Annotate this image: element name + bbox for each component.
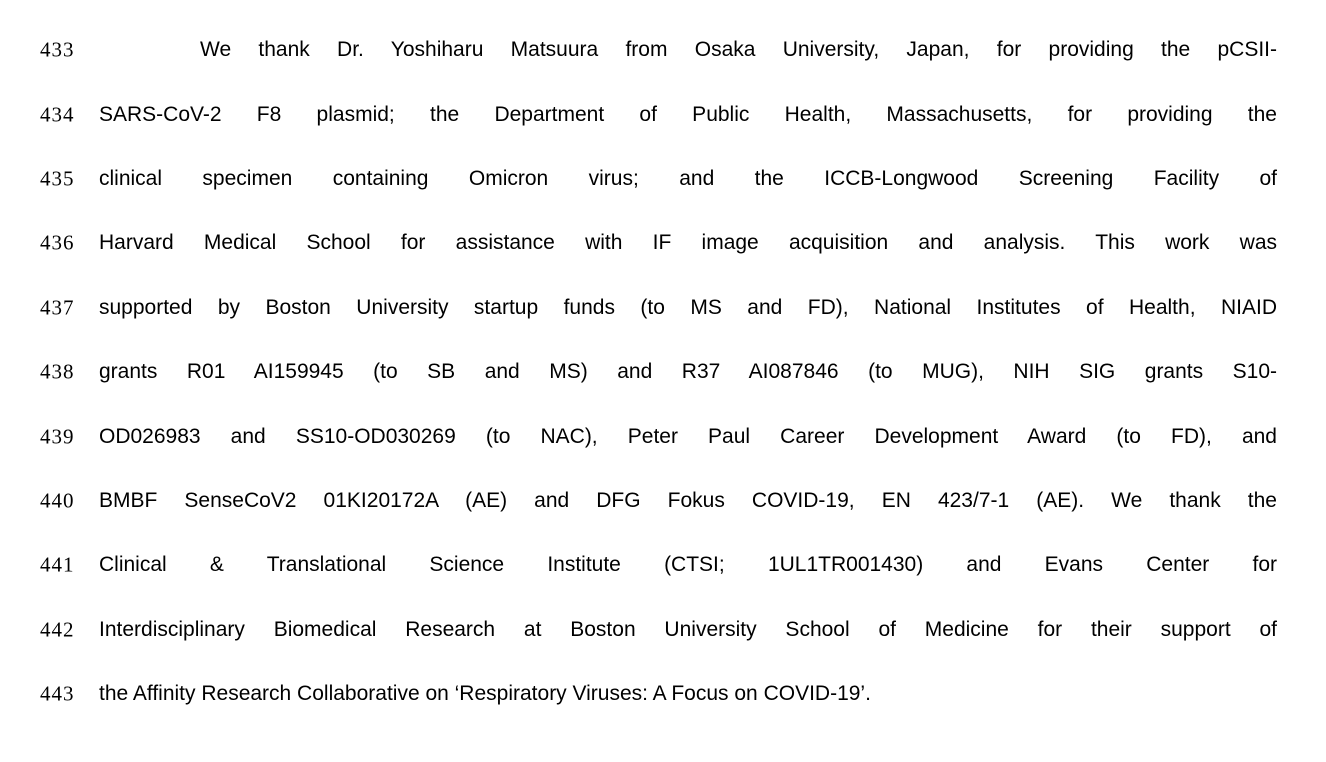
line-row-442 [0,598,1326,662]
line-row-434 [0,82,1326,146]
line-number: 441 [40,552,75,577]
line-text: OD026983 and SS10-OD030269 (to NAC), Peter Paul Career Development Award (to FD), and [99,424,1277,448]
line-text: Harvard Medical School for assistance with IF image acquisition and analysis. This work was [99,231,1277,255]
line-text: Interdisciplinary Biomedical Research at Boston University School of Medicine for their support of [99,617,1277,641]
line-row-438 [0,340,1326,404]
line-number: 442 [40,617,75,642]
line-number: 440 [40,488,75,513]
line-text: We thank Dr. Yoshiharu Matsuura from Osaka University, Japan, for providing the pCSII- [200,38,1277,62]
line-row-439 [0,404,1326,468]
line-row-433 [0,18,1326,82]
line-number: 433 [40,37,75,62]
line-number: 439 [40,424,75,449]
line-number: 438 [40,359,75,384]
line-row-440 [0,469,1326,533]
line-text: SARS-CoV-2 F8 plasmid; the Department of Public Health, Massachusetts, for providing the [99,102,1277,126]
line-number: 437 [40,295,75,320]
line-text: supported by Boston University startup funds (to MS and FD), National Institutes of Health, NIAID [99,295,1277,319]
line-text: clinical specimen containing Omicron virus; and the ICCB-Longwood Screening Facility of [99,166,1277,190]
line-text: grants R01 AI159945 (to SB and MS) and R37 AI087846 (to MUG), NIH SIG grants S10- [99,360,1277,384]
line-row-435 [0,147,1326,211]
line-number: 435 [40,166,75,191]
line-row-436 [0,211,1326,275]
line-row-443 [0,662,1326,726]
line-text: the Affinity Research Collaborative on ‘Respiratory Viruses: A Focus on COVID-19’. [99,682,871,706]
line-number: 436 [40,230,75,255]
line-row-437 [0,276,1326,340]
line-row-441 [0,533,1326,597]
line-number: 443 [40,681,75,706]
line-text: BMBF SenseCoV2 01KI20172A (AE) and DFG Fokus COVID-19, EN 423/7-1 (AE). We thank the [99,488,1277,512]
line-number: 434 [40,102,75,127]
line-text: Clinical & Translational Science Institute (CTSI; 1UL1TR001430) and Evans Center for [99,553,1277,577]
